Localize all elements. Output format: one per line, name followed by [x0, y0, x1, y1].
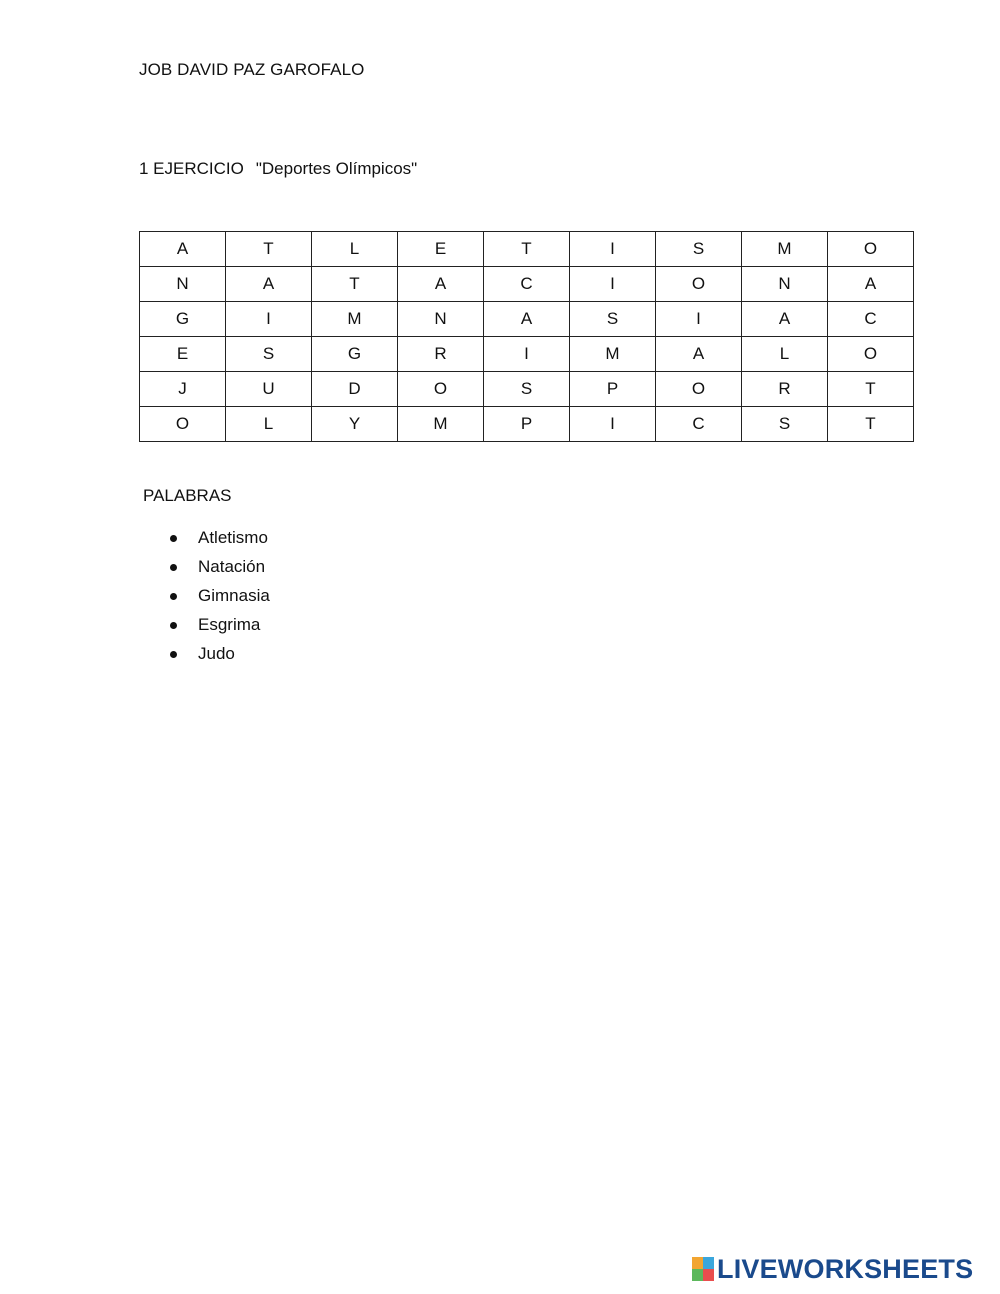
- word-list-item: [170, 555, 270, 584]
- grid-cell[interactable]: A: [656, 337, 742, 372]
- grid-cell[interactable]: T: [312, 267, 398, 302]
- grid-cell[interactable]: M: [570, 337, 656, 372]
- word-list-item: [170, 613, 270, 642]
- word-list-item: [170, 526, 270, 555]
- bullet-icon: [170, 535, 177, 542]
- bullet-icon: [170, 564, 177, 571]
- word-label: Judo: [198, 644, 235, 663]
- grid-cell[interactable]: J: [140, 372, 226, 407]
- grid-cell[interactable]: I: [484, 337, 570, 372]
- grid-cell[interactable]: I: [570, 407, 656, 442]
- grid-cell[interactable]: T: [828, 372, 914, 407]
- grid-cell[interactable]: P: [484, 407, 570, 442]
- exercise-number: 1 EJERCICIO: [139, 159, 244, 178]
- word-list: [170, 526, 270, 671]
- grid-cell[interactable]: R: [398, 337, 484, 372]
- grid-cell[interactable]: I: [656, 302, 742, 337]
- word-label: Esgrima: [198, 615, 261, 634]
- grid-cell[interactable]: N: [140, 267, 226, 302]
- grid-cell[interactable]: E: [140, 337, 226, 372]
- grid-cell[interactable]: P: [570, 372, 656, 407]
- grid-row: [140, 267, 914, 302]
- grid-row: [140, 337, 914, 372]
- grid-cell[interactable]: C: [484, 267, 570, 302]
- grid-cell[interactable]: O: [398, 372, 484, 407]
- grid-row: [140, 232, 914, 267]
- grid-cell[interactable]: L: [226, 407, 312, 442]
- grid-cell[interactable]: S: [484, 372, 570, 407]
- grid-cell[interactable]: O: [656, 267, 742, 302]
- grid-row: [140, 302, 914, 337]
- grid-cell[interactable]: G: [140, 302, 226, 337]
- grid-cell[interactable]: C: [828, 302, 914, 337]
- grid-cell[interactable]: O: [656, 372, 742, 407]
- grid-cell[interactable]: A: [742, 302, 828, 337]
- grid-cell[interactable]: D: [312, 372, 398, 407]
- exercise-topic: "Deportes Olímpicos": [255, 159, 418, 178]
- grid-cell[interactable]: A: [398, 267, 484, 302]
- grid-cell[interactable]: S: [656, 232, 742, 267]
- grid-cell[interactable]: L: [312, 232, 398, 267]
- grid-cell[interactable]: N: [398, 302, 484, 337]
- grid-cell[interactable]: S: [570, 302, 656, 337]
- liveworksheets-logo[interactable]: [692, 1254, 973, 1284]
- grid-cell[interactable]: R: [742, 372, 828, 407]
- word-search-grid: [139, 231, 914, 442]
- grid-cell[interactable]: O: [828, 337, 914, 372]
- grid-cell[interactable]: M: [742, 232, 828, 267]
- grid-cell[interactable]: T: [828, 407, 914, 442]
- grid-cell[interactable]: G: [312, 337, 398, 372]
- grid-cell[interactable]: O: [828, 232, 914, 267]
- word-list-item: [170, 642, 270, 671]
- grid-cell[interactable]: M: [398, 407, 484, 442]
- grid-cell[interactable]: L: [742, 337, 828, 372]
- grid-cell[interactable]: S: [742, 407, 828, 442]
- grid-row: [140, 407, 914, 442]
- grid-cell[interactable]: N: [742, 267, 828, 302]
- word-list-item: [170, 584, 270, 613]
- grid-cell[interactable]: E: [398, 232, 484, 267]
- words-heading: PALABRAS: [143, 486, 232, 505]
- bullet-icon: [170, 622, 177, 629]
- bullet-icon: [170, 651, 177, 658]
- bullet-icon: [170, 593, 177, 600]
- author-name: JOB DAVID PAZ GAROFALO: [139, 60, 365, 79]
- grid-cell[interactable]: I: [570, 267, 656, 302]
- grid-cell[interactable]: T: [226, 232, 312, 267]
- grid-cell[interactable]: O: [140, 407, 226, 442]
- grid-cell[interactable]: Y: [312, 407, 398, 442]
- grid-cell[interactable]: A: [140, 232, 226, 267]
- grid-cell[interactable]: M: [312, 302, 398, 337]
- grid-cell[interactable]: I: [570, 232, 656, 267]
- grid-row: [140, 372, 914, 407]
- word-label: Gimnasia: [198, 586, 270, 605]
- grid-cell[interactable]: I: [226, 302, 312, 337]
- grid-cell[interactable]: A: [828, 267, 914, 302]
- grid-cell[interactable]: A: [226, 267, 312, 302]
- logo-mark-icon: [692, 1257, 714, 1281]
- logo-text: LIVEWORKSHEETS: [717, 1253, 974, 1284]
- word-label: Natación: [198, 557, 266, 576]
- word-label: Atletismo: [198, 528, 268, 547]
- grid-cell[interactable]: C: [656, 407, 742, 442]
- exercise-title: [139, 159, 417, 179]
- grid-cell[interactable]: T: [484, 232, 570, 267]
- grid-cell[interactable]: S: [226, 337, 312, 372]
- grid-cell[interactable]: U: [226, 372, 312, 407]
- grid-cell[interactable]: A: [484, 302, 570, 337]
